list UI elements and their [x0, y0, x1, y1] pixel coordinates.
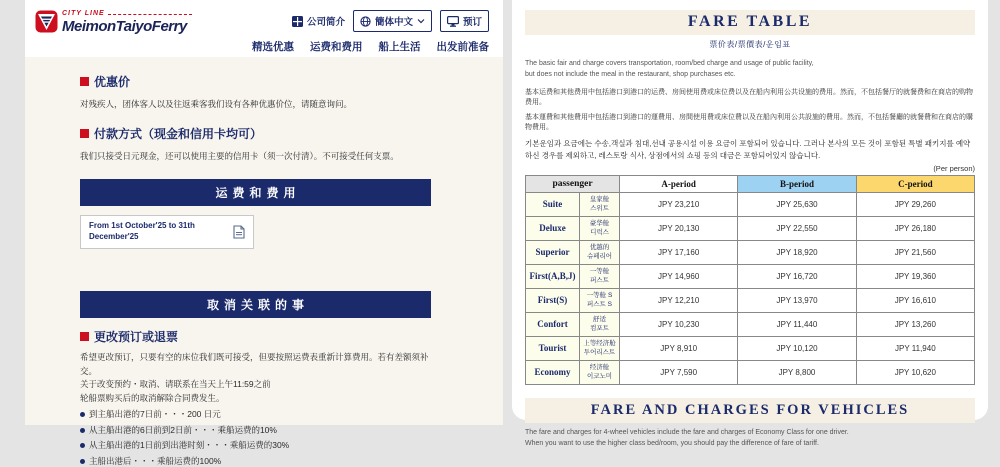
dot-bullet-icon: [80, 459, 85, 464]
table-row: [526, 216, 975, 240]
class-name-cell: Suite: [526, 192, 580, 216]
site-header: [25, 0, 503, 57]
col-header-a-period: A-period: [620, 175, 738, 192]
fare-a-cell: JPY 8,910: [620, 336, 738, 360]
discount-heading-label: 优惠价: [94, 75, 131, 89]
class-local-zh: 豪华舱: [589, 219, 610, 227]
fare-b-cell: JPY 18,920: [738, 240, 856, 264]
cancel-description: [80, 351, 431, 405]
class-local-cell: [580, 264, 620, 288]
fare-table-title-strip: [525, 10, 975, 35]
class-name-cell: Confort: [526, 312, 580, 336]
class-local-ko: 이코노미: [586, 373, 613, 381]
main-nav: [252, 39, 489, 54]
list-item: [80, 440, 431, 451]
cancel-fee-text: 到主船出港的7日前・・・200 日元: [89, 409, 221, 420]
class-local-ko: 퍼스트: [590, 277, 609, 285]
class-name-cell: Tourist: [526, 336, 580, 360]
header-right: [252, 10, 489, 57]
list-item: [80, 409, 431, 420]
fare-b-cell: JPY 25,630: [738, 192, 856, 216]
list-item: [80, 425, 431, 436]
table-row: [526, 312, 975, 336]
table-row: [526, 288, 975, 312]
fare-b-cell: JPY 16,720: [738, 264, 856, 288]
language-label: 簡体中文: [374, 17, 413, 28]
company-profile-label: 公司简介: [306, 17, 345, 28]
fare-c-cell: JPY 26,180: [856, 216, 974, 240]
logo-text: [62, 10, 192, 35]
discount-section-heading: [80, 73, 431, 90]
vehicles-title-strip: [525, 398, 975, 423]
class-local-zh: 舒适: [593, 315, 606, 323]
class-local-zh: 一等舱: [589, 267, 610, 275]
dot-bullet-icon: [80, 443, 85, 448]
table-row: [526, 192, 975, 216]
cancel-line: 关于改变预约・取消、请联系在当天上午11:59之前: [80, 379, 271, 390]
class-name-cell: First(S): [526, 288, 580, 312]
class-local-ko: 컴포트: [590, 325, 609, 333]
class-local-cell: [580, 240, 620, 264]
fare-period-pdf-link[interactable]: [80, 215, 254, 249]
cancel-heading-label: 更改预订或退票: [94, 329, 179, 344]
col-header-c-period: C-period: [856, 175, 974, 192]
table-row: [526, 240, 975, 264]
class-local-cell: [580, 336, 620, 360]
globe-icon: [360, 16, 371, 27]
pdf-icon: [233, 225, 245, 239]
cancel-fee-text: 从主船出港的6日前到2日前・・・乘船运费的10%: [89, 424, 277, 435]
class-local-cell: [580, 312, 620, 336]
discount-body-text: 对残疾人，团体客人以及往返乘客我们设有各种优惠价位，请随意询问。: [80, 99, 353, 109]
cancellation-banner: 取消关联的事: [80, 291, 431, 318]
fare-a-cell: JPY 20,130: [620, 216, 738, 240]
col-header-passenger: passenger: [526, 175, 620, 192]
fare-c-cell: JPY 21,560: [856, 240, 974, 264]
fare-b-cell: JPY 8,800: [738, 360, 856, 384]
class-name-cell: Economy: [526, 360, 580, 384]
fare-period-label: From 1st October'25 to 31th December'25: [89, 221, 195, 242]
fare-table-header-row: [526, 175, 975, 192]
class-name-cell: First(A,B,J): [526, 264, 580, 288]
table-row: [526, 336, 975, 360]
fare-c-cell: JPY 19,360: [856, 264, 974, 288]
class-name-cell: Superior: [526, 240, 580, 264]
cancel-line: 轮船票购买后的取消解除合同费发生。: [80, 392, 225, 403]
payment-heading-label: 付款方式（现金和信用卡均可）: [94, 127, 263, 142]
fare-b-cell: JPY 11,440: [738, 312, 856, 336]
fare-c-cell: JPY 29,260: [856, 192, 974, 216]
left-panel-body: [25, 57, 503, 467]
fare-a-cell: JPY 7,590: [620, 360, 738, 384]
vehicles-notes: [525, 428, 975, 450]
fare-b-cell: JPY 22,550: [738, 216, 856, 240]
fare-table-panel: [512, 0, 988, 447]
table-row: [526, 360, 975, 384]
table-row: [526, 264, 975, 288]
cityline-rule: [108, 14, 192, 15]
fare-c-cell: JPY 10,620: [856, 360, 974, 384]
site-logo[interactable]: [35, 10, 192, 57]
cancel-fee-text: 主船出港后・・・乘船运费的100%: [89, 455, 222, 466]
cancel-fee-list: [80, 409, 431, 467]
class-local-zh: 优越的: [589, 243, 610, 251]
intro-simplified-chinese: 基本运费和其他费用中包括港口到港口的运费、房间使用费或床位费以及在船内利用公共设施的费用。然而，不包括餐厅的就餐费和在商店的购物费用。: [525, 89, 973, 107]
cityline-label: CITY LINE: [62, 10, 105, 17]
fare-a-cell: JPY 23,210: [620, 192, 738, 216]
fare-c-cell: JPY 16,610: [856, 288, 974, 312]
class-local-zh: 一等舱 S: [586, 291, 613, 299]
class-local-ko: 투어리스트: [583, 349, 616, 357]
intro-traditional-chinese: 基本運費和其他費用中包括港口到港口的運費用、房間使用費或床位費以及在船內利用公共設施的費用。然而，不包括餐廳的就餐費和在商店的購物費用。: [525, 114, 973, 132]
class-local-cell: [580, 192, 620, 216]
class-local-cell: [580, 360, 620, 384]
fare-a-cell: JPY 12,210: [620, 288, 738, 312]
list-item: [80, 456, 431, 467]
class-local-zh: 皇家舱: [589, 195, 610, 203]
intro-english-line: but does not include the meal in the restaurant, shop purchases etc.: [525, 71, 736, 79]
fare-table: [525, 175, 975, 385]
cancel-line: 希望更改预订，只要有空的床位我们既可接受，但要按照运费表重新计算费用。若有差额须补交。: [80, 351, 429, 376]
payment-body-text: 我们只接受日元现金，还可以使用主要的信用卡（须一次付清）。不可接受任何支票。: [80, 151, 399, 162]
grid-icon: [292, 16, 303, 27]
monitor-icon: [447, 16, 459, 27]
vehicles-title: FARE AND CHARGES FOR VEHICLES: [590, 401, 910, 418]
class-local-ko: 슈페리어: [586, 253, 613, 261]
fare-a-cell: JPY 10,230: [620, 312, 738, 336]
utility-row: [292, 10, 489, 32]
language-selector[interactable]: [353, 10, 432, 32]
chevron-down-icon: [417, 18, 425, 24]
payment-section-heading: [80, 125, 431, 142]
nav-item-onboard-life[interactable]: 船上生活: [378, 41, 421, 53]
fare-a-cell: JPY 14,960: [620, 264, 738, 288]
brand-name: MeimonTaiyoFerry: [62, 18, 187, 35]
class-local-ko: 디럭스: [590, 229, 609, 237]
class-local-ko: 스위트: [590, 205, 609, 213]
vehicles-note-line: The fare and charges for 4-wheel vehicles include the fare and charges of Economy Class for one driver.: [525, 428, 849, 436]
class-local-zh: 经济舱: [589, 363, 610, 371]
cancel-section-heading: [80, 328, 431, 345]
fare-c-cell: JPY 13,260: [856, 312, 974, 336]
booking-label: 预订: [462, 17, 482, 28]
dot-bullet-icon: [80, 428, 85, 433]
fares-banner: 运费和费用: [80, 179, 431, 206]
fare-c-cell: JPY 11,940: [856, 336, 974, 360]
class-local-zh: 上等经济舱: [583, 339, 616, 347]
intro-korean: 기본운임과 요금에는 수송,객실과 침대,선내 공용시설 이용 요금이 포함되어 있습니다. 그러나 본사의 모든 것이 포함된 특별 패키지를 예약하신 경우를 제외하고, 레스토랑 식사, 상점에서의 쇼핑 등의 대금은 포함되어있지 않습니다.: [525, 139, 971, 160]
vehicles-note-line: When you want to use the higher class bed/room, you should pay the difference of fare of tariff.: [525, 439, 819, 447]
per-person-note: (Per person): [933, 163, 975, 173]
ferry-logo-mark-icon: [35, 10, 58, 35]
nav-item-deals[interactable]: 精选优惠: [252, 41, 294, 53]
company-profile-link[interactable]: [292, 14, 345, 28]
red-square-bullet-icon: [80, 332, 89, 341]
red-square-bullet-icon: [80, 129, 89, 138]
fare-table-subtitle: 票价表/票價表/운임표: [709, 40, 791, 49]
class-local-ko: 퍼스트 S: [587, 301, 612, 309]
fare-a-cell: JPY 17,160: [620, 240, 738, 264]
booking-button[interactable]: [440, 10, 489, 32]
class-local-cell: [580, 216, 620, 240]
col-header-b-period: B-period: [738, 175, 856, 192]
dot-bullet-icon: [80, 412, 85, 417]
cityline-row: [62, 10, 192, 17]
class-local-cell: [580, 288, 620, 312]
intro-english: [525, 58, 975, 80]
fare-table-title: FARE TABLE: [687, 13, 813, 30]
fare-b-cell: JPY 10,120: [738, 336, 856, 360]
intro-english-line: The basic fair and charge covers transportation, room/bed charge and usage of public facility,: [525, 60, 814, 67]
left-panel: [25, 0, 503, 466]
cancel-fee-text: 从主船出港的1日前到出港时刻・・・乘船运费的30%: [89, 440, 290, 451]
class-name-cell: Deluxe: [526, 216, 580, 240]
nav-item-before-departure[interactable]: 出发前准备: [436, 41, 489, 53]
red-square-bullet-icon: [80, 77, 89, 86]
nav-item-fares[interactable]: 运费和费用: [310, 41, 363, 53]
fare-b-cell: JPY 13,970: [738, 288, 856, 312]
